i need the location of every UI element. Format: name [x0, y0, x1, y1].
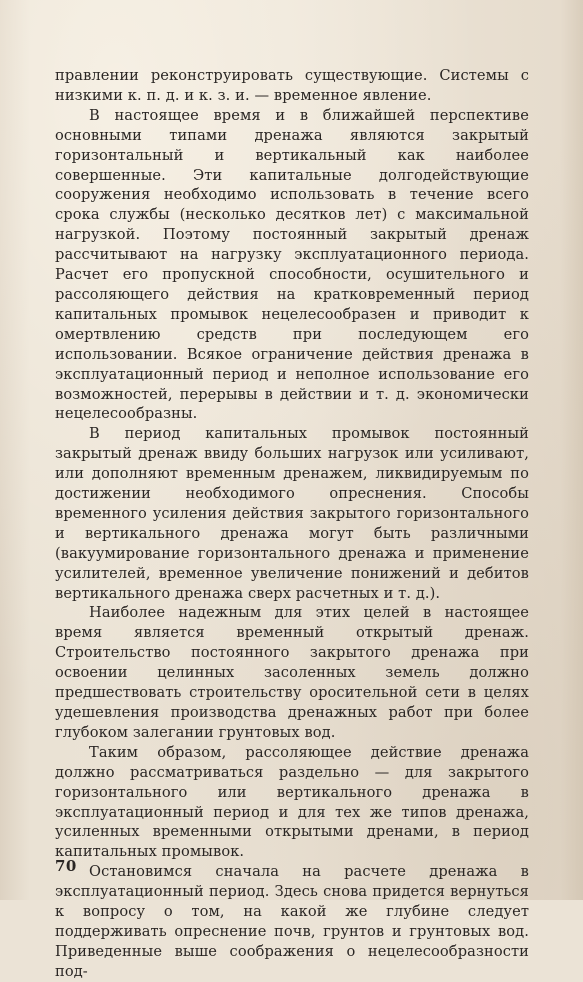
- page-number: 70: [55, 857, 77, 875]
- paragraph-continuation: правлении реконструировать существующие. Системы с низкими к. п. д. и к. з. и. — временное явление.: [55, 67, 529, 104]
- body-text: [55, 66, 529, 982]
- paragraph: Таким образом, рассоляющее действие дренажа должно рассматриваться раздельно — для закрытого горизонтального или вертикального дренажа в эксплуатационный период и для тех же типов дренажа, усиленных временными открытыми дренами, в период капитальных промывок.: [55, 743, 529, 861]
- paragraph: Остановимся сначала на расчете дренажа в эксплуатационный период. Здесь снова придется вернуться к вопросу о том, на какой же глубине следует поддерживать опреснение почв, грунтов и грунтовых вод. Приведенные выше соображения о нецелесообразности под-: [55, 863, 529, 980]
- paragraph: В период капитальных промывок постоянный закрытый дренаж ввиду больших нагрузок или усиливают, или дополняют временным дренажем, ликвидируемым по достижении необходимого опреснения. Способы временного усиления действия закрытого горизонтального и вертикального дренажа могут быть различными (вакуумирование горизонтального дренажа и применение усилителей, временное увеличение понижений и дебитов вертикального дренажа сверх расчетных и т. д.).: [55, 425, 529, 602]
- paragraph: Наиболее надежным для этих целей в настоящее время является временный открытый дренаж. Строительство постоянного закрытого дренажа при освоении целинных засоленных земель должно предшествовать строительству оросительной сети в целях удешевления производства дренажных работ при более глубоком залегании грунтовых вод.: [55, 604, 529, 741]
- paragraph: В настоящее время и в ближайшей перспективе основными типами дренажа являются закрытый горизонтальный и вертикальный как наиболее совершенные. Эти капитальные долгодействующие сооружения необходимо использовать в течение всего срока службы (несколько десятков лет) с максимальной нагрузкой. Поэтому постоянный закрытый дренаж рассчитывают на нагрузку эксплуатационного периода. Расчет его пропускной способности, осушительного и рассоляющего действия на кратковременный период капитальных промывок нецелесообразен и приводит к омертвлению средств при последующем его использовании. Всякое ограничение действия дренажа в эксплуатационный период и неполное использование его возможностей, перерывы в действии и т. д. экономически нецелесообразны.: [55, 106, 529, 423]
